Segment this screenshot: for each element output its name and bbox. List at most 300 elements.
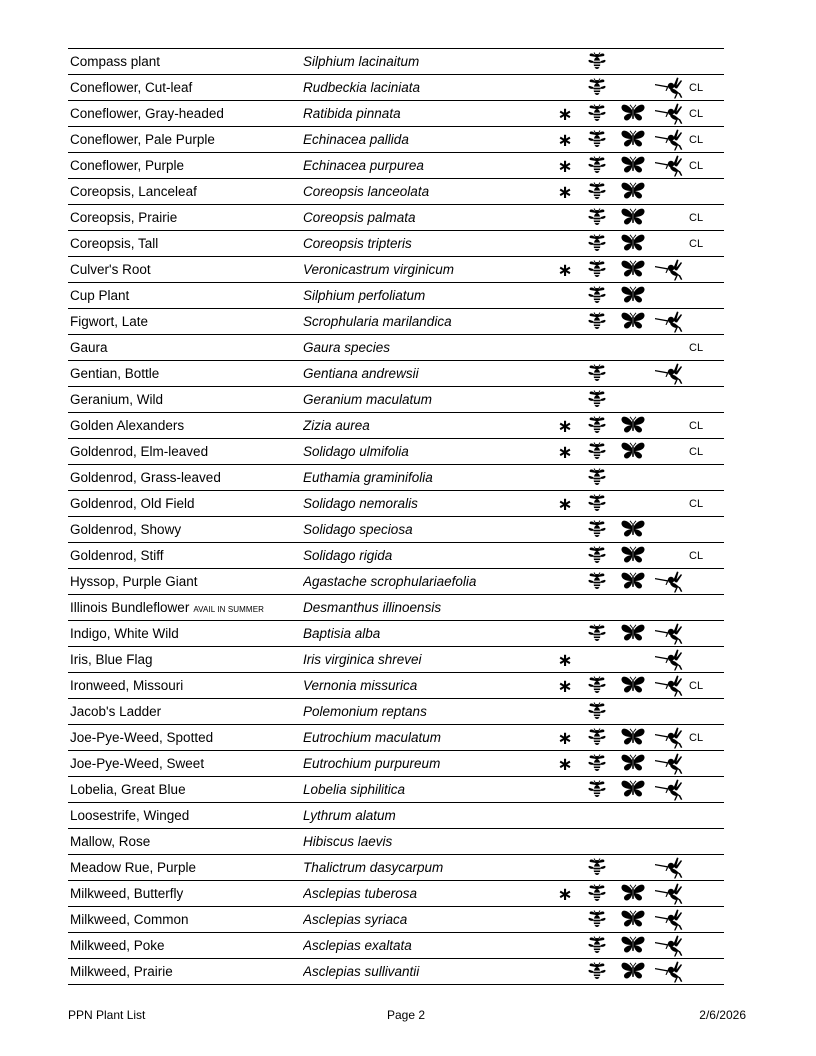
butterfly-cell [615,231,651,257]
bee-cell [579,387,615,413]
common-name: Cup Plant [70,288,130,303]
hummingbird-cell [651,283,687,309]
cl-marker: CL [687,335,724,361]
table-row [68,543,724,569]
bee-icon [587,442,607,460]
common-name: Lobelia, Great Blue [70,782,186,797]
hummingbird-cell [651,699,687,725]
table-row [68,101,724,127]
cl-marker: CL [687,673,724,699]
butterfly-cell [615,777,651,803]
common-name: Milkweed, Butterfly [70,886,184,901]
hummingbird-cell [651,257,687,283]
native-marker [551,49,579,75]
common-name: Coneflower, Gray-headed [70,106,224,121]
common-name-cell [68,101,303,127]
hummingbird-cell [651,465,687,491]
butterfly-icon [621,208,645,226]
common-name-cell [68,699,303,725]
butterfly-icon [621,416,645,434]
bee-icon [587,364,607,382]
cl-marker [687,283,724,309]
native-marker [551,621,579,647]
native-marker: ∗ [551,127,579,153]
native-marker: ∗ [551,647,579,673]
hummingbird-icon [655,623,683,645]
cl-marker [687,933,724,959]
scientific-name: Polemonium reptans [303,699,551,725]
scientific-name: Veronicastrum virginicum [303,257,551,283]
common-name: Goldenrod, Showy [70,522,182,537]
hummingbird-cell [651,127,687,153]
bee-icon [587,858,607,876]
butterfly-cell [615,647,651,673]
common-name: Mallow, Rose [70,834,151,849]
native-marker: ∗ [551,257,579,283]
native-marker [551,517,579,543]
butterfly-cell [615,101,651,127]
cl-marker [687,907,724,933]
cl-marker [687,959,724,985]
common-name: Compass plant [70,54,161,69]
hummingbird-icon [655,857,683,879]
butterfly-cell [615,907,651,933]
butterfly-cell [615,855,651,881]
scientific-name: Thalictrum dasycarpum [303,855,551,881]
common-name-cell [68,803,303,829]
native-marker [551,699,579,725]
table-row [68,699,724,725]
butterfly-cell [615,75,651,101]
hummingbird-cell [651,751,687,777]
common-name-cell [68,257,303,283]
cl-marker: CL [687,439,724,465]
hummingbird-cell [651,49,687,75]
bee-icon [587,962,607,980]
butterfly-cell [615,803,651,829]
bee-cell [579,413,615,439]
common-name-cell [68,907,303,933]
butterfly-icon [621,884,645,902]
bee-cell [579,569,615,595]
bee-icon [587,702,607,720]
table-row [68,179,724,205]
hummingbird-cell [651,803,687,829]
bee-icon [587,520,607,538]
table-row [68,751,724,777]
table-row [68,569,724,595]
common-name: Meadow Rue, Purple [70,860,197,875]
butterfly-cell [615,491,651,517]
bee-cell [579,465,615,491]
hummingbird-cell [651,413,687,439]
hummingbird-cell [651,387,687,413]
bee-cell [579,673,615,699]
table-row [68,231,724,257]
table-row [68,361,724,387]
butterfly-cell [615,881,651,907]
bee-cell [579,725,615,751]
butterfly-icon [621,910,645,928]
butterfly-cell [615,413,651,439]
scientific-name: Solidago ulmifolia [303,439,551,465]
availability-note: AVAIL IN SUMMER [193,605,265,614]
cl-marker: CL [687,153,724,179]
butterfly-cell [615,829,651,855]
common-name: Milkweed, Common [70,912,189,927]
bee-icon [587,572,607,590]
common-name-cell [68,777,303,803]
native-marker [551,335,579,361]
scientific-name: Asclepias tuberosa [303,881,551,907]
native-marker [551,777,579,803]
scientific-name: Euthamia graminifolia [303,465,551,491]
bee-icon [587,182,607,200]
native-marker [551,959,579,985]
native-marker: ∗ [551,881,579,907]
scientific-name: Asclepias sullivantii [303,959,551,985]
native-marker [551,933,579,959]
hummingbird-cell [651,933,687,959]
butterfly-icon [621,520,645,538]
hummingbird-cell [651,101,687,127]
hummingbird-cell [651,621,687,647]
table-row [68,413,724,439]
butterfly-icon [621,156,645,174]
cl-marker [687,803,724,829]
butterfly-icon [621,546,645,564]
table-row [68,127,724,153]
bee-icon [587,910,607,928]
butterfly-icon [621,676,645,694]
bee-cell [579,335,615,361]
plant-rows [68,49,724,985]
scientific-name: Ratibida pinnata [303,101,551,127]
cl-marker: CL [687,205,724,231]
cl-marker [687,777,724,803]
butterfly-cell [615,595,651,621]
hummingbird-icon [655,155,683,177]
hummingbird-cell [651,439,687,465]
common-name-cell [68,647,303,673]
common-name: Milkweed, Poke [70,938,165,953]
butterfly-cell [615,569,651,595]
common-name: Jacob's Ladder [70,704,162,719]
bee-cell [579,179,615,205]
bee-cell [579,699,615,725]
bee-cell [579,231,615,257]
butterfly-icon [621,286,645,304]
bee-cell [579,491,615,517]
table-row [68,725,724,751]
scientific-name: Scrophularia marilandica [303,309,551,335]
cl-marker [687,855,724,881]
scientific-name: Echinacea pallida [303,127,551,153]
butterfly-icon [621,130,645,148]
native-marker [551,569,579,595]
native-marker [551,283,579,309]
common-name-cell [68,829,303,855]
butterfly-cell [615,751,651,777]
bee-icon [587,416,607,434]
native-marker [551,465,579,491]
common-name: Goldenrod, Elm-leaved [70,444,209,459]
bee-icon [587,468,607,486]
bee-cell [579,881,615,907]
bee-cell [579,751,615,777]
cl-marker [687,647,724,673]
hummingbird-icon [655,675,683,697]
butterfly-icon [621,936,645,954]
common-name: Geranium, Wild [70,392,164,407]
cl-marker [687,595,724,621]
table-row [68,855,724,881]
bee-cell [579,803,615,829]
hummingbird-cell [651,673,687,699]
common-name: Culver's Root [70,262,151,277]
cl-marker [687,699,724,725]
common-name-cell [68,205,303,231]
scientific-name: Asclepias syriaca [303,907,551,933]
common-name-cell [68,361,303,387]
hummingbird-cell [651,595,687,621]
cl-marker: CL [687,127,724,153]
common-name-cell [68,959,303,985]
bee-icon [587,494,607,512]
butterfly-icon [621,754,645,772]
table-row [68,205,724,231]
butterfly-cell [615,543,651,569]
native-marker: ∗ [551,101,579,127]
bee-icon [587,780,607,798]
hummingbird-icon [655,77,683,99]
table-row [68,49,724,75]
common-name: Iris, Blue Flag [70,652,153,667]
cl-marker [687,361,724,387]
hummingbird-cell [651,231,687,257]
scientific-name: Agastache scrophulariaefolia [303,569,551,595]
table-row [68,257,724,283]
hummingbird-cell [651,517,687,543]
butterfly-cell [615,335,651,361]
butterfly-cell [615,49,651,75]
bee-icon [587,884,607,902]
cl-marker [687,751,724,777]
bee-cell [579,439,615,465]
common-name: Goldenrod, Stiff [70,548,164,563]
butterfly-icon [621,312,645,330]
hummingbird-cell [651,569,687,595]
bee-cell [579,257,615,283]
bee-icon [587,312,607,330]
scientific-name: Lobelia siphilitica [303,777,551,803]
hummingbird-cell [651,777,687,803]
hummingbird-cell [651,309,687,335]
common-name-cell [68,153,303,179]
native-marker [551,829,579,855]
butterfly-cell [615,621,651,647]
cl-marker: CL [687,101,724,127]
cl-marker [687,49,724,75]
common-name: Golden Alexanders [70,418,185,433]
scientific-name: Desmanthus illinoensis [303,595,551,621]
table-row [68,907,724,933]
native-marker [551,75,579,101]
table-row [68,881,724,907]
common-name-cell [68,309,303,335]
scientific-name: Geranium maculatum [303,387,551,413]
table-row [68,465,724,491]
native-marker: ∗ [551,153,579,179]
hummingbird-cell [651,75,687,101]
butterfly-cell [615,933,651,959]
common-name: Coreopsis, Tall [70,236,159,251]
common-name: Hyssop, Purple Giant [70,574,198,589]
bee-icon [587,78,607,96]
butterfly-cell [615,465,651,491]
footer-date: 2/6/2026 [699,1008,746,1022]
table-row [68,673,724,699]
common-name-cell [68,517,303,543]
scientific-name: Rudbeckia laciniata [303,75,551,101]
bee-cell [579,283,615,309]
butterfly-cell [615,283,651,309]
hummingbird-cell [651,335,687,361]
bee-cell [579,75,615,101]
bee-cell [579,101,615,127]
native-marker [551,309,579,335]
hummingbird-icon [655,311,683,333]
common-name-cell [68,413,303,439]
cl-marker: CL [687,413,724,439]
table-row [68,829,724,855]
common-name-cell [68,725,303,751]
common-name: Figwort, Late [70,314,149,329]
hummingbird-cell [651,647,687,673]
cl-marker [687,465,724,491]
table-row [68,439,724,465]
common-name-cell [68,595,303,621]
common-name: Ironweed, Missouri [70,678,184,693]
butterfly-cell [615,309,651,335]
native-marker: ∗ [551,413,579,439]
scientific-name: Echinacea purpurea [303,153,551,179]
bee-icon [587,208,607,226]
scientific-name: Gaura species [303,335,551,361]
common-name-cell [68,127,303,153]
native-marker [551,907,579,933]
common-name: Gentian, Bottle [70,366,160,381]
bee-cell [579,127,615,153]
plant-table [68,48,724,985]
common-name-cell [68,673,303,699]
table-row [68,153,724,179]
butterfly-icon [621,780,645,798]
table-row [68,933,724,959]
common-name-cell [68,439,303,465]
common-name: Indigo, White Wild [70,626,179,641]
bee-cell [579,907,615,933]
hummingbird-icon [655,779,683,801]
cl-marker [687,621,724,647]
bee-cell [579,153,615,179]
butterfly-icon [621,728,645,746]
common-name: Goldenrod, Grass-leaved [70,470,221,485]
table-row [68,387,724,413]
bee-cell [579,621,615,647]
bee-cell [579,49,615,75]
common-name-cell [68,569,303,595]
common-name-cell [68,179,303,205]
bee-cell [579,933,615,959]
scientific-name: Vernonia missurica [303,673,551,699]
cl-marker [687,517,724,543]
bee-icon [587,234,607,252]
common-name-cell [68,75,303,101]
bee-cell [579,205,615,231]
butterfly-icon [621,572,645,590]
bee-cell [579,855,615,881]
butterfly-cell [615,257,651,283]
common-name: Coneflower, Purple [70,158,185,173]
hummingbird-icon [655,935,683,957]
bee-icon [587,546,607,564]
scientific-name: Solidago speciosa [303,517,551,543]
common-name: Gaura [70,340,108,355]
native-marker: ∗ [551,439,579,465]
cl-marker: CL [687,725,724,751]
native-marker [551,387,579,413]
table-row [68,335,724,361]
cl-marker [687,309,724,335]
scientific-name: Coreopsis lanceolata [303,179,551,205]
scientific-name: Baptisia alba [303,621,551,647]
common-name-cell [68,751,303,777]
bee-icon [587,130,607,148]
butterfly-icon [621,442,645,460]
hummingbird-cell [651,959,687,985]
butterfly-cell [615,387,651,413]
table-row [68,803,724,829]
scientific-name: Iris virginica shrevei [303,647,551,673]
common-name: Loosestrife, Winged [70,808,190,823]
butterfly-cell [615,439,651,465]
hummingbird-cell [651,491,687,517]
table-row [68,647,724,673]
butterfly-cell [615,725,651,751]
scientific-name: Zizia aurea [303,413,551,439]
common-name: Coreopsis, Prairie [70,210,178,225]
bee-cell [579,777,615,803]
native-marker [551,595,579,621]
common-name: Goldenrod, Old Field [70,496,195,511]
hummingbird-icon [655,103,683,125]
scientific-name: Gentiana andrewsii [303,361,551,387]
common-name-cell [68,283,303,309]
cl-marker [687,387,724,413]
table-row [68,75,724,101]
hummingbird-cell [651,907,687,933]
common-name: Illinois Bundleflower [70,600,190,615]
footer-document-title: PPN Plant List [68,1008,146,1022]
native-marker [551,205,579,231]
common-name-cell [68,387,303,413]
butterfly-cell [615,153,651,179]
hummingbird-icon [655,649,683,671]
common-name-cell [68,335,303,361]
common-name: Milkweed, Prairie [70,964,173,979]
table-row [68,517,724,543]
